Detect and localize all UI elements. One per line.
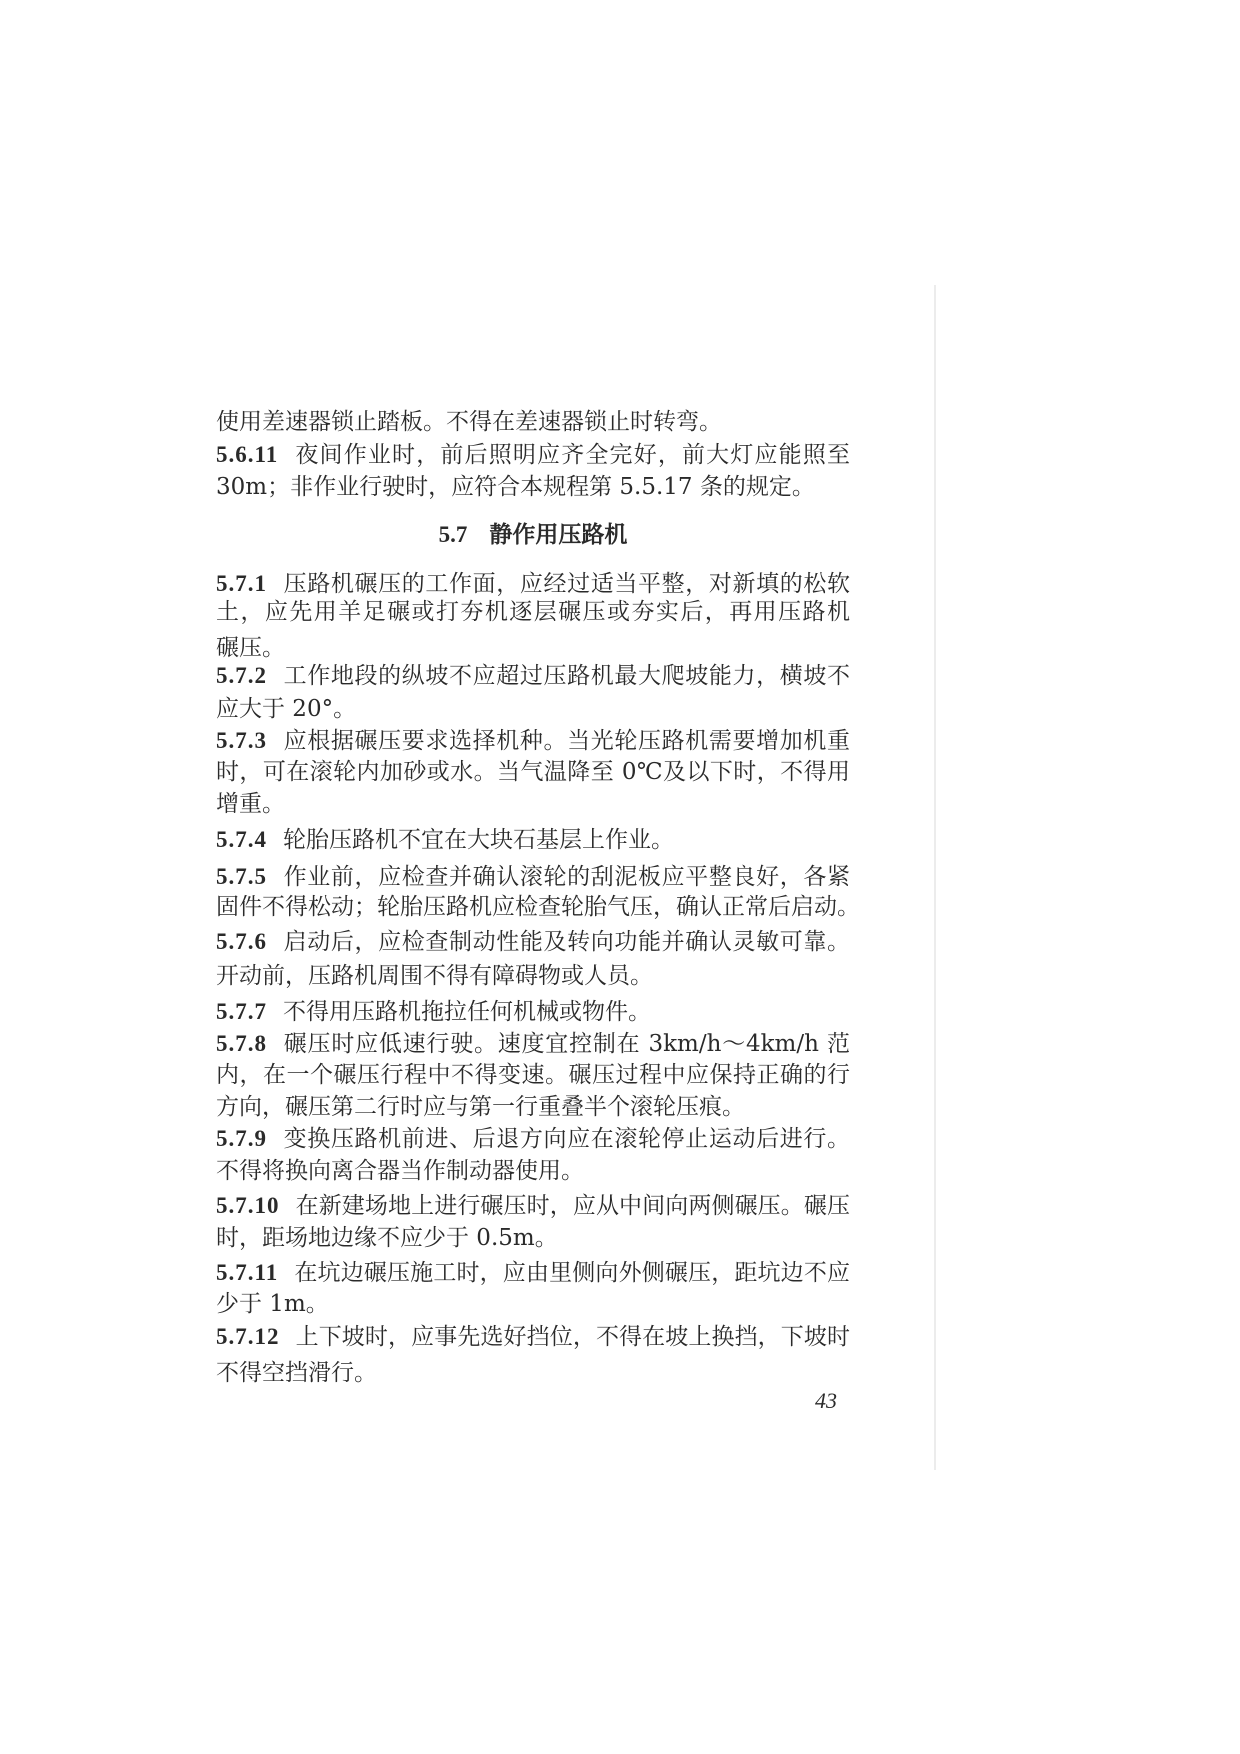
clause-text: 30m；非作业行驶时，应符合本规程第 5.5.17 条的规定。 xyxy=(216,474,815,500)
clause-text: 开动前，压路机周围不得有障碍物或人员。 xyxy=(216,963,653,989)
clause-text: 不得空挡滑行。 xyxy=(216,1360,377,1386)
clause-text: 时，可在滚轮内加砂或水。当气温降至 0℃及以下时，不得用 xyxy=(216,759,850,785)
text-line xyxy=(216,1124,850,1154)
text-line xyxy=(216,440,850,470)
section-title xyxy=(216,520,850,550)
page-number: 43 xyxy=(815,1388,837,1413)
text-line xyxy=(216,1092,850,1122)
clause-number: 5.7.11 xyxy=(216,1260,279,1285)
text-line xyxy=(216,1223,850,1253)
clause-text: 轮胎压路机不宜在大块石基层上作业。 xyxy=(283,827,674,853)
clause-text: 工作地段的纵坡不应超过压路机最大爬坡能力，横坡不 xyxy=(283,663,850,689)
clause-text: 不得用压路机拖拉任何机械或物件。 xyxy=(283,999,651,1025)
clause-text: 夜间作业时，前后照明应齐全完好，前大灯应能照至 xyxy=(294,442,850,468)
clause-text: 时，距场地边缘不应少于 0.5m。 xyxy=(216,1225,558,1251)
clause-number: 5.7.2 xyxy=(216,663,267,688)
clause-text: 在新建场地上进行碾压时，应从中间向两侧碾压。碾压 xyxy=(295,1193,850,1219)
text-line xyxy=(216,1060,850,1090)
clause-number: 5.7.8 xyxy=(216,1031,267,1056)
clause-text: 碾压时应低速行驶。速度宜控制在 3km/h～4km/h 范 xyxy=(283,1031,850,1057)
clause-text: 变换压路机前进、后退方向应在滚轮停止运动后进行。 xyxy=(283,1126,850,1152)
clause-text: 增重。 xyxy=(216,791,285,817)
text-line xyxy=(216,862,850,892)
text-line xyxy=(216,892,860,922)
clause-text: 使用差速器锁止踏板。不得在差速器锁止时转弯。 xyxy=(216,409,722,435)
clause-text: 应大于 20°。 xyxy=(216,696,357,722)
clause-number: 5.7.6 xyxy=(216,929,267,954)
clause-text: 土，应先用羊足碾或打夯机逐层碾压或夯实后，再用压路机 xyxy=(216,599,850,625)
text-line xyxy=(216,661,850,691)
text-line xyxy=(216,1029,850,1059)
text-line xyxy=(216,1258,850,1288)
section-number: 5.7 xyxy=(438,522,468,547)
text-line xyxy=(216,597,850,627)
clause-text: 不得将换向离合器当作制动器使用。 xyxy=(216,1158,584,1184)
text-line xyxy=(216,569,850,599)
clause-number: 5.7.4 xyxy=(216,827,267,852)
clause-text: 应根据碾压要求选择机种。当光轮压路机需要增加机重 xyxy=(283,728,850,754)
clause-number: 5.7.5 xyxy=(216,864,267,889)
text-line xyxy=(216,1156,850,1186)
text-line xyxy=(216,633,850,663)
clause-number: 5.7.10 xyxy=(216,1193,280,1218)
text-line xyxy=(216,1289,850,1319)
text-line xyxy=(216,961,850,991)
clause-number: 5.7.12 xyxy=(216,1324,280,1349)
text-line xyxy=(216,825,850,855)
section-title-text: 静作用压路机 xyxy=(489,521,628,548)
text-line xyxy=(216,927,850,957)
text-line xyxy=(216,997,850,1027)
text-line xyxy=(216,1358,850,1388)
clause-text: 少于 1m。 xyxy=(216,1291,329,1317)
clause-text: 作业前，应检查并确认滚轮的刮泥板应平整良好，各紧 xyxy=(283,864,850,890)
clause-text: 方向，碾压第二行时应与第一行重叠半个滚轮压痕。 xyxy=(216,1094,745,1120)
clause-number: 5.6.11 xyxy=(216,442,279,467)
text-line xyxy=(216,472,850,502)
text-line xyxy=(216,789,850,819)
clause-text: 固件不得松动；轮胎压路机应检查轮胎气压，确认正常后启动。 xyxy=(216,894,860,920)
clause-text: 压路机碾压的工作面，应经过适当平整，对新填的松软 xyxy=(283,571,850,597)
clause-number: 5.7.7 xyxy=(216,999,267,1024)
text-line xyxy=(216,694,850,724)
text-line xyxy=(216,726,850,756)
clause-text: 碾压。 xyxy=(216,635,285,661)
clause-text: 内，在一个碾压行程中不得变速。碾压过程中应保持正确的行 xyxy=(216,1062,850,1088)
clause-number: 5.7.3 xyxy=(216,728,267,753)
page-edge-rule xyxy=(934,285,936,1470)
clause-text: 上下坡时，应事先选好挡位，不得在坡上换挡，下坡时 xyxy=(295,1324,850,1350)
text-line xyxy=(216,407,850,437)
text-line xyxy=(216,1322,850,1352)
clause-number: 5.7.9 xyxy=(216,1126,267,1151)
clause-number: 5.7.1 xyxy=(216,571,267,596)
text-line xyxy=(216,757,850,787)
clause-text: 在坑边碾压施工时，应由里侧向外侧碾压，距坑边不应 xyxy=(294,1260,850,1286)
clause-text: 启动后，应检查制动性能及转向功能并确认灵敏可靠。 xyxy=(283,929,850,955)
text-line xyxy=(216,1191,850,1221)
